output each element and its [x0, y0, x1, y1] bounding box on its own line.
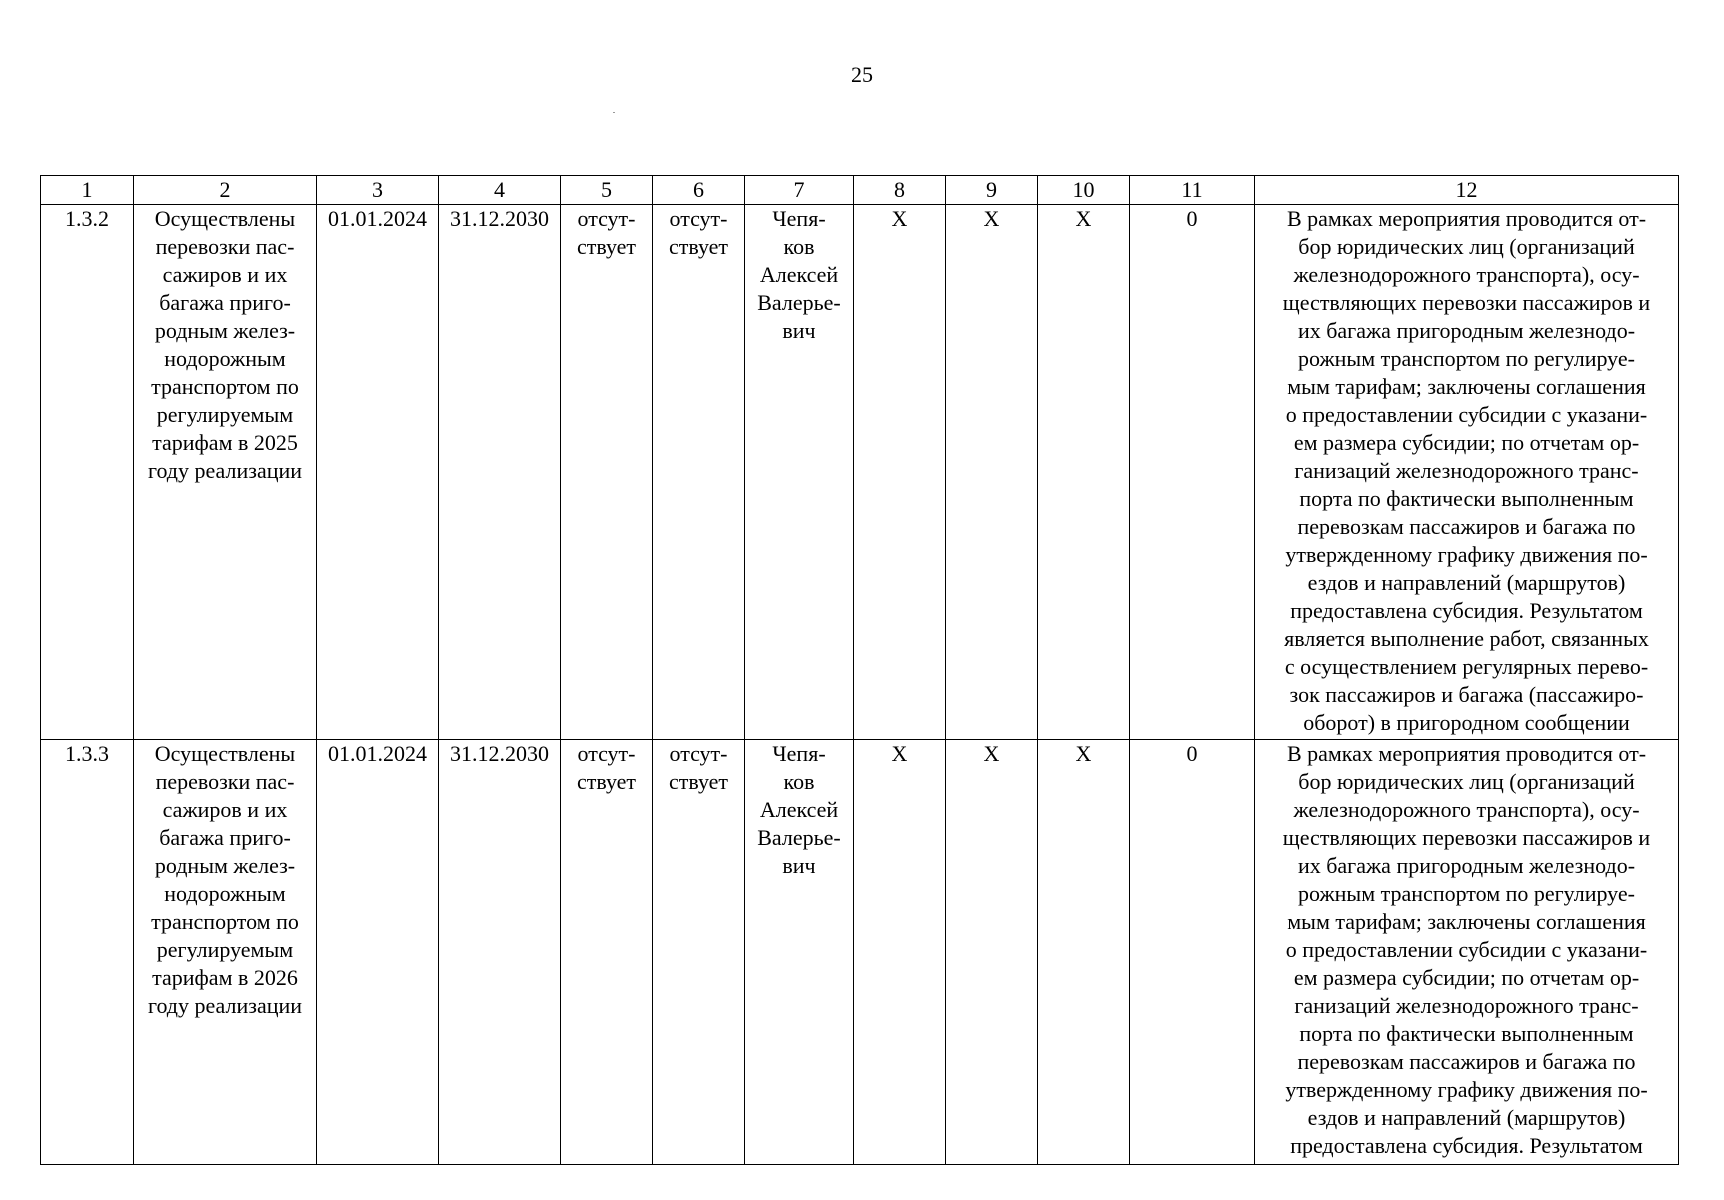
- text-line: тарифам в 2025: [152, 430, 298, 455]
- text-line: багажа приго-: [159, 825, 291, 850]
- table-row: [41, 205, 1679, 740]
- text-line: рожным транспортом по регулируе-: [1298, 881, 1635, 906]
- text-line: ществляющих перевозки пассажиров и: [1282, 825, 1651, 850]
- text-line: ем размера субсидии; по отчетам ор-: [1293, 965, 1640, 990]
- text-line: является выполнение работ, связанных: [1284, 626, 1649, 651]
- text-line: транспортом по: [151, 909, 299, 934]
- scan-artifact: [613, 112, 615, 113]
- cell-responsible: [745, 740, 854, 1165]
- text-line: оборот) в пригородном сообщении: [1303, 710, 1630, 735]
- text-line: бор юридических лиц (организаций: [1298, 234, 1635, 259]
- text-line: ствует: [576, 234, 637, 259]
- text-line: перевозки пас-: [155, 769, 295, 794]
- cell-col-8: X: [854, 740, 946, 1165]
- cell-start-date: 01.01.2024: [317, 205, 439, 740]
- text-line: с осуществлением регулярных перево-: [1284, 654, 1649, 679]
- text-line: железнодорожного транспорта), осу-: [1293, 797, 1640, 822]
- text-line: предоставлена субсидия. Результатом: [1290, 598, 1643, 623]
- text-line: бор юридических лиц (организаций: [1298, 769, 1635, 794]
- text-line: нодорожным: [164, 346, 286, 371]
- text-line: родным желез-: [154, 318, 296, 343]
- text-line: году реализации: [147, 458, 303, 483]
- text-line: отсут-: [669, 741, 728, 766]
- text-line: ездов и направлений (маршрутов): [1307, 570, 1626, 595]
- text-line: железнодорожного транспорта), осу-: [1293, 262, 1640, 287]
- cell-col-6: [653, 740, 745, 1165]
- col-header-2: 2: [134, 176, 317, 205]
- cell-start-date: 01.01.2024: [317, 740, 439, 1165]
- text-line: порта по фактически выполненным: [1299, 1021, 1634, 1046]
- col-header-12: 12: [1255, 176, 1679, 205]
- text-line: регулируемым: [156, 937, 294, 962]
- cell-number: 1.3.2: [41, 205, 134, 740]
- text-line: регулируемым: [156, 402, 294, 427]
- text-line: вич: [782, 853, 816, 878]
- cell-col-11: 0: [1130, 740, 1255, 1165]
- text-line: мым тарифам; заключены соглашения: [1287, 909, 1646, 934]
- col-header-1: 1: [41, 176, 134, 205]
- cell-end-date: 31.12.2030: [439, 205, 561, 740]
- col-header-4: 4: [439, 176, 561, 205]
- text-line: ществляющих перевозки пассажиров и: [1282, 290, 1651, 315]
- col-header-11: 11: [1130, 176, 1255, 205]
- text-line: сажиров и их: [162, 797, 288, 822]
- text-line: перевозкам пассажиров и багажа по: [1297, 1049, 1636, 1074]
- text-line: их багажа пригородным железнодо-: [1297, 853, 1636, 878]
- text-line: вич: [782, 318, 816, 343]
- text-line: отсут-: [577, 206, 636, 231]
- text-line: ков: [783, 769, 815, 794]
- text-line: ствует: [668, 234, 729, 259]
- col-header-5: 5: [561, 176, 653, 205]
- text-line: перевозки пас-: [155, 234, 295, 259]
- text-line: тарифам в 2026: [152, 965, 298, 990]
- text-line: о предоставлении субсидии с указани-: [1285, 937, 1648, 962]
- table-row: [41, 740, 1679, 1165]
- text-line: о предоставлении субсидии с указани-: [1285, 402, 1648, 427]
- page-number: 25: [851, 62, 873, 87]
- cell-description: [1255, 205, 1679, 740]
- table-header-row: [41, 176, 1679, 205]
- text-line: В рамках мероприятия проводится от-: [1286, 206, 1647, 231]
- col-header-9: 9: [946, 176, 1038, 205]
- text-line: Чепя-: [772, 741, 826, 766]
- col-header-6: 6: [653, 176, 745, 205]
- text-line: Алексей: [759, 262, 839, 287]
- text-line: порта по фактически выполненным: [1299, 486, 1634, 511]
- col-header-10: 10: [1038, 176, 1130, 205]
- cell-measure-name: [134, 205, 317, 740]
- cell-col-6: [653, 205, 745, 740]
- text-line: ем размера субсидии; по отчетам ор-: [1293, 430, 1640, 455]
- text-line: их багажа пригородным железнодо-: [1297, 318, 1636, 343]
- cell-col-9: X: [946, 205, 1038, 740]
- text-line: утвержденному графику движения по-: [1285, 542, 1648, 567]
- text-line: Валерье-: [757, 825, 841, 850]
- text-line: родным желез-: [154, 853, 296, 878]
- text-line: ездов и направлений (маршрутов): [1307, 1105, 1626, 1130]
- text-line: зок пассажиров и багажа (пассажиро-: [1289, 682, 1644, 707]
- cell-col-10: X: [1038, 740, 1130, 1165]
- text-line: перевозкам пассажиров и багажа по: [1297, 514, 1636, 539]
- text-line: ганизаций железнодорожного транс-: [1294, 993, 1639, 1018]
- text-line: Осуществлены: [154, 206, 296, 231]
- text-line: году реализации: [147, 993, 303, 1018]
- cell-col-9: X: [946, 740, 1038, 1165]
- text-line: Алексей: [759, 797, 839, 822]
- text-line: В рамках мероприятия проводится от-: [1286, 741, 1647, 766]
- text-line: Валерье-: [757, 290, 841, 315]
- cell-number: 1.3.3: [41, 740, 134, 1165]
- text-line: Осуществлены: [154, 741, 296, 766]
- text-line: предоставлена субсидия. Результатом: [1290, 1133, 1643, 1158]
- text-line: Чепя-: [772, 206, 826, 231]
- text-line: утвержденному графику движения по-: [1285, 1077, 1648, 1102]
- text-line: отсут-: [577, 741, 636, 766]
- cell-col-5: [561, 205, 653, 740]
- text-line: нодорожным: [164, 881, 286, 906]
- col-header-3: 3: [317, 176, 439, 205]
- text-line: ствует: [668, 769, 729, 794]
- text-line: ганизаций железнодорожного транс-: [1294, 458, 1639, 483]
- col-header-8: 8: [854, 176, 946, 205]
- cell-end-date: 31.12.2030: [439, 740, 561, 1165]
- text-line: рожным транспортом по регулируе-: [1298, 346, 1635, 371]
- cell-col-10: X: [1038, 205, 1130, 740]
- cell-col-11: 0: [1130, 205, 1255, 740]
- cell-description: [1255, 740, 1679, 1165]
- text-line: ствует: [576, 769, 637, 794]
- cell-measure-name: [134, 740, 317, 1165]
- text-line: мым тарифам; заключены соглашения: [1287, 374, 1646, 399]
- cell-col-5: [561, 740, 653, 1165]
- text-line: транспортом по: [151, 374, 299, 399]
- measures-table: [40, 175, 1679, 1165]
- text-line: сажиров и их: [162, 262, 288, 287]
- text-line: ков: [783, 234, 815, 259]
- text-line: багажа приго-: [159, 290, 291, 315]
- cell-col-8: X: [854, 205, 946, 740]
- col-header-7: 7: [745, 176, 854, 205]
- cell-responsible: [745, 205, 854, 740]
- text-line: отсут-: [669, 206, 728, 231]
